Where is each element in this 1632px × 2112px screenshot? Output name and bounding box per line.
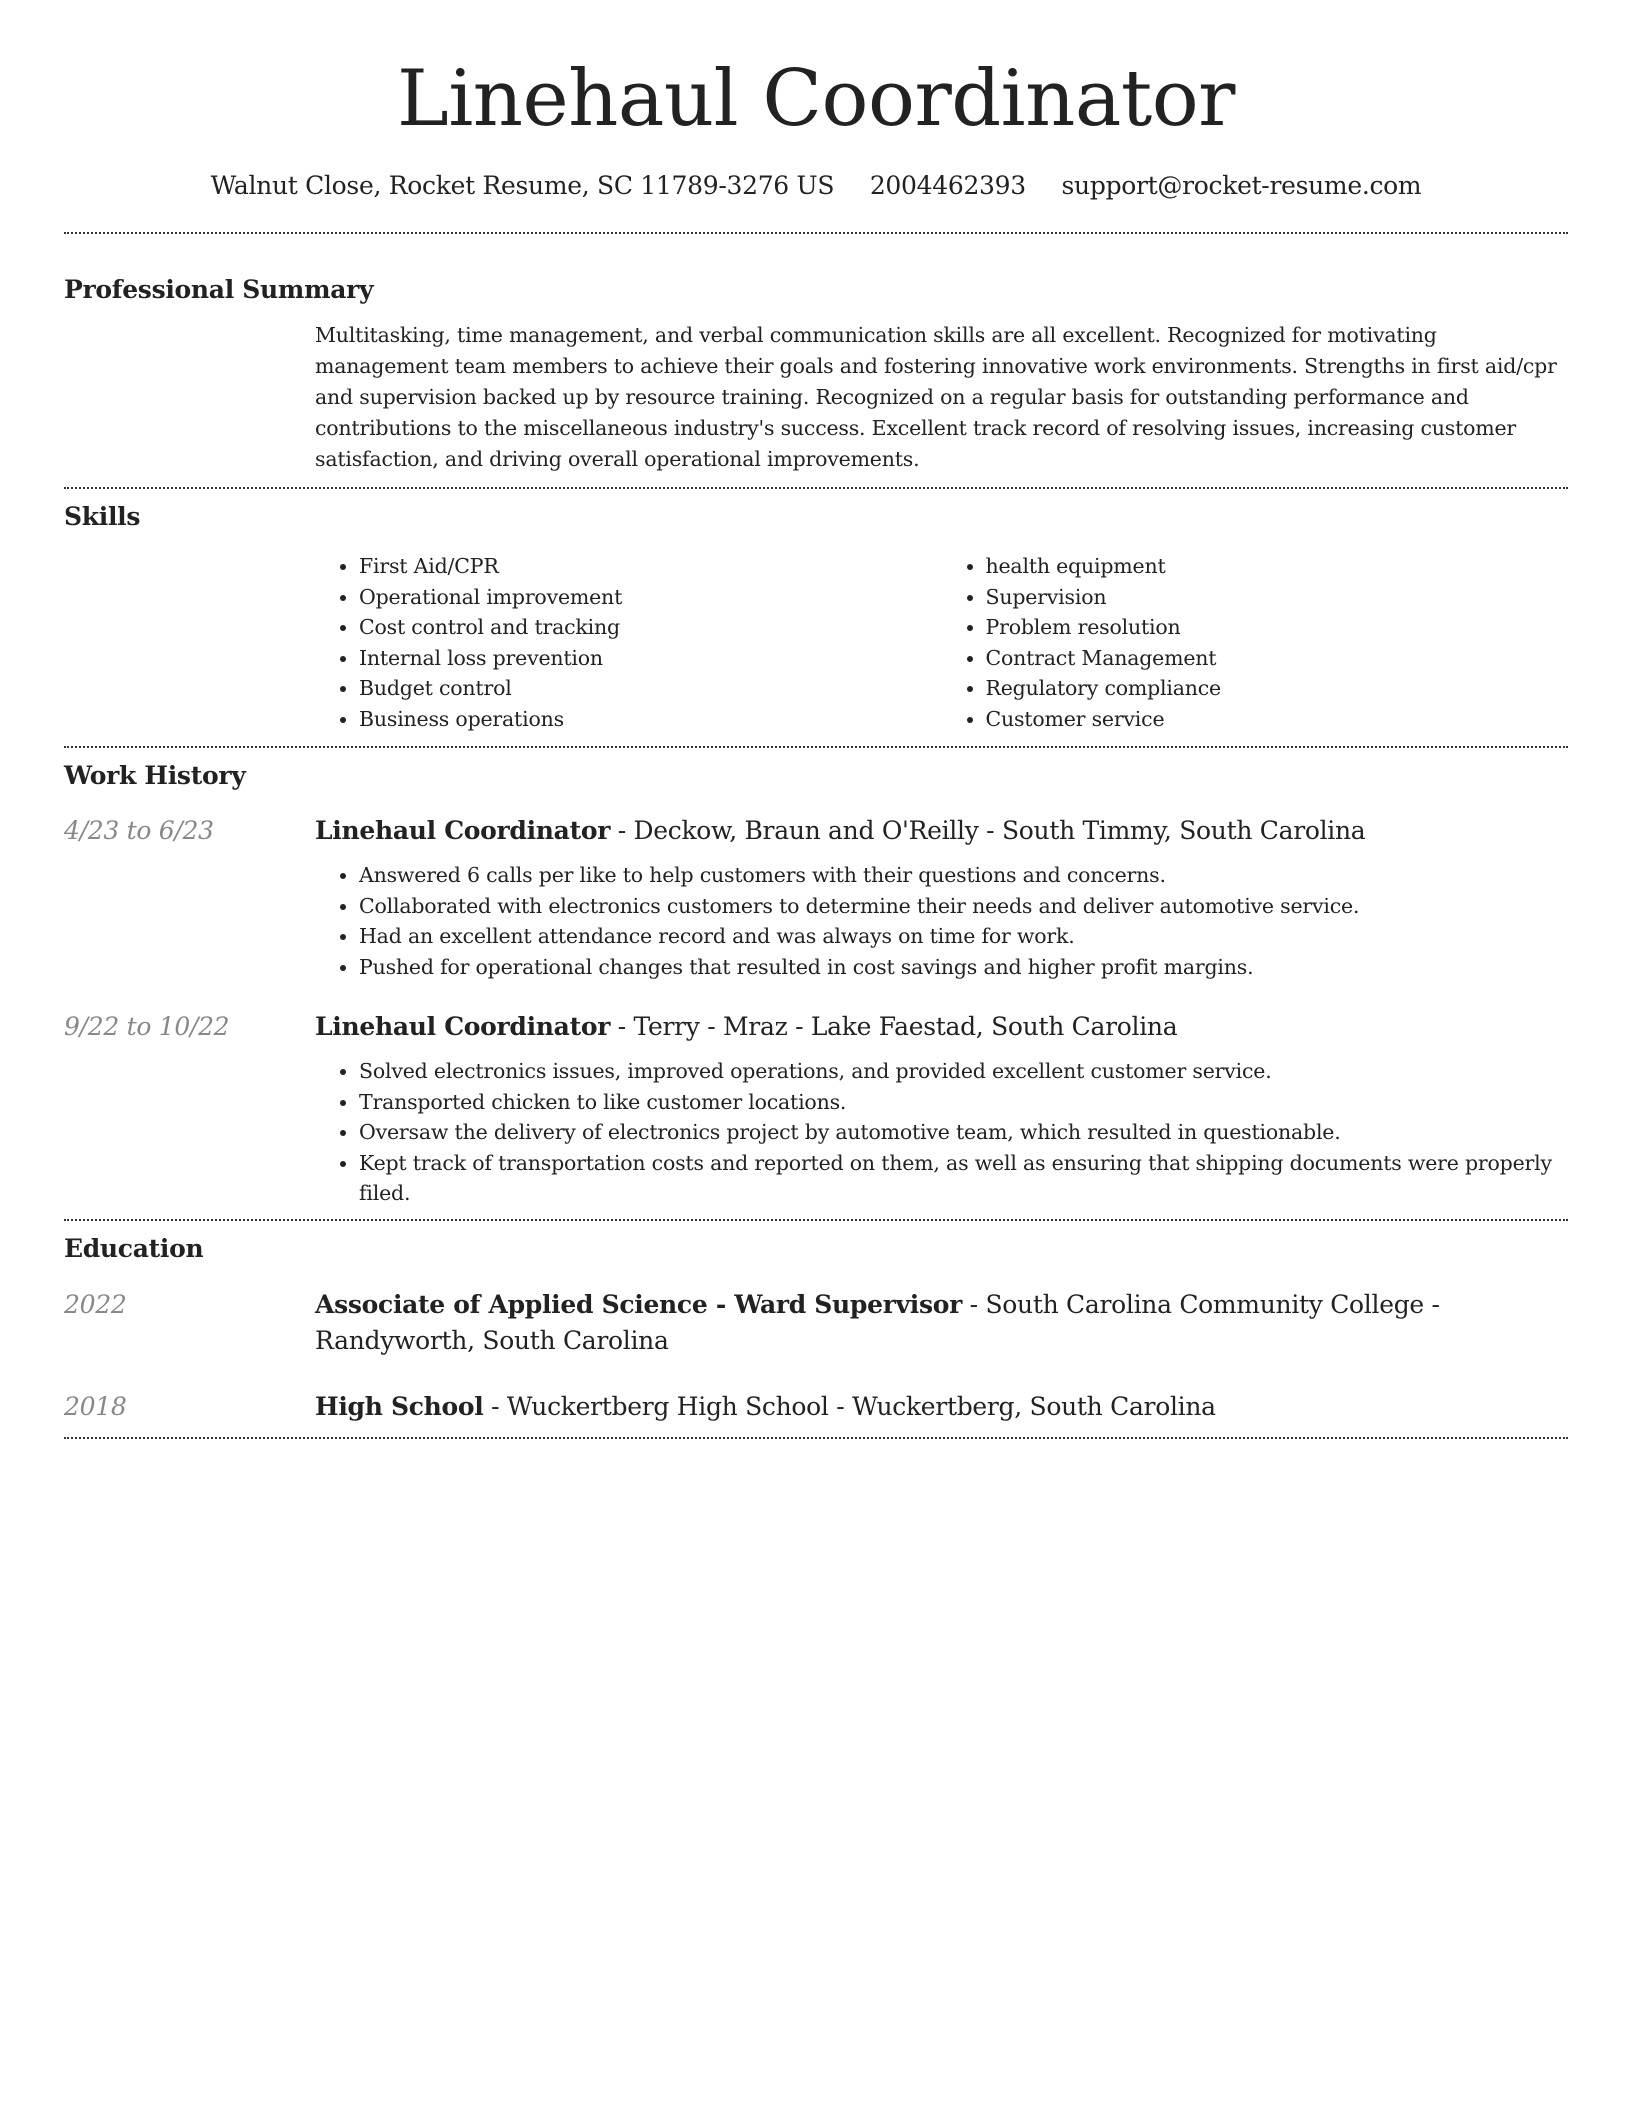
- candidate-name: Linehaul Coordinator: [397, 54, 1235, 144]
- job-bullet: • Oversaw the delivery of electronics project by automotive team, which resulted in questionable.: [359, 1117, 1568, 1148]
- job-bullet: • Collaborated with electronics customers to determine their needs and deliver automotive service.: [359, 891, 1568, 922]
- resume-page: [64, 0, 1568, 1439]
- job-bullet: • Solved electronics issues, improved operations, and provided excellent customer service.: [359, 1056, 1568, 1087]
- skill-item: • Operational improvement: [359, 582, 942, 613]
- job-heading: [315, 814, 1365, 848]
- education-year: 2018: [64, 1391, 127, 1421]
- skill-item: • Budget control: [359, 673, 942, 704]
- job-details: - Deckow, Braun and O'Reilly - South Timmy, South Carolina: [610, 816, 1366, 845]
- work-history-section: [64, 748, 1568, 1219]
- skill-item: • First Aid/CPR: [359, 551, 942, 582]
- summary-text: Multitasking, time management, and verbal communication skills are all excellent. Recognized for motivating management team members to achieve their goals and fostering innovative work environments. Strengths in first aid/cpr and supervision backed up by resource training. Recognized on a regular basis for outstanding performance and contributions to the miscellaneous industry's success. Excellent track record of resolving issues, increasing customer satisfaction, and driving overall operational improvements.: [315, 323, 1557, 471]
- job-bullet: • Pushed for operational changes that resulted in cost savings and higher profit margins.: [359, 952, 1568, 983]
- job-dates: 4/23 to 6/23: [64, 816, 214, 845]
- education-details: - South Carolina Community College - Randyworth, South Carolina: [315, 1289, 1440, 1355]
- contact-phone: 2004462393: [869, 171, 1026, 200]
- skill-item: • Business operations: [359, 704, 942, 735]
- education-degree: Associate of Applied Science - Ward Supervisor: [315, 1289, 963, 1319]
- education-degree: High School: [315, 1391, 484, 1421]
- skills-title: Skills: [64, 502, 141, 531]
- job-entry: [64, 792, 1568, 982]
- job-heading: [315, 1010, 1177, 1044]
- skill-item: • health equipment: [986, 551, 1569, 582]
- job-bullets: [315, 1044, 1568, 1209]
- job-details: - Terry - Mraz - Lake Faestad, South Carolina: [610, 1012, 1178, 1041]
- education-heading: [315, 1389, 1568, 1425]
- job-bullet: • Kept track of transportation costs and reported on them, as well as ensuring that shipping documents were properly filed.: [359, 1148, 1568, 1209]
- contact-address: Walnut Close, Rocket Resume, SC 11789-3276 US: [210, 171, 835, 200]
- job-position: Linehaul Coordinator: [315, 1012, 611, 1041]
- skills-grid: [315, 533, 1568, 746]
- skill-item: • Internal loss prevention: [359, 643, 942, 674]
- summary-section: [64, 234, 1568, 487]
- job-dates: 9/22 to 10/22: [64, 1012, 230, 1041]
- skill-item: • Problem resolution: [986, 612, 1569, 643]
- education-heading: [315, 1287, 1568, 1359]
- education-section: [64, 1221, 1568, 1437]
- education-entry: [64, 1265, 1568, 1359]
- skills-list-right: [942, 551, 1569, 734]
- education-entry: [64, 1359, 1568, 1437]
- contact-email: support@rocket-resume.com: [1061, 171, 1422, 200]
- work-history-title: Work History: [64, 761, 246, 790]
- contact-line: [64, 170, 1568, 202]
- job-bullets: [315, 848, 1568, 982]
- skills-list-left: [315, 551, 942, 734]
- job-position: Linehaul Coordinator: [315, 816, 611, 845]
- skill-item: • Supervision: [986, 582, 1569, 613]
- skill-item: • Contract Management: [986, 643, 1569, 674]
- job-entry: [64, 982, 1568, 1219]
- education-title: Education: [64, 1233, 204, 1263]
- divider: [64, 1437, 1568, 1439]
- summary-title: Professional Summary: [64, 275, 374, 304]
- skill-item: • Regulatory compliance: [986, 673, 1569, 704]
- skill-item: • Customer service: [986, 704, 1569, 735]
- job-bullet: • Transported chicken to like customer locations.: [359, 1087, 1568, 1118]
- education-year: 2022: [64, 1289, 127, 1319]
- job-bullet: • Answered 6 calls per like to help customers with their questions and concerns.: [359, 860, 1568, 891]
- skill-item: • Cost control and tracking: [359, 612, 942, 643]
- skills-section: [64, 489, 1568, 746]
- job-bullet: • Had an excellent attendance record and was always on time for work.: [359, 921, 1568, 952]
- education-details: - Wuckertberg High School - Wuckertberg, South Carolina: [483, 1391, 1216, 1421]
